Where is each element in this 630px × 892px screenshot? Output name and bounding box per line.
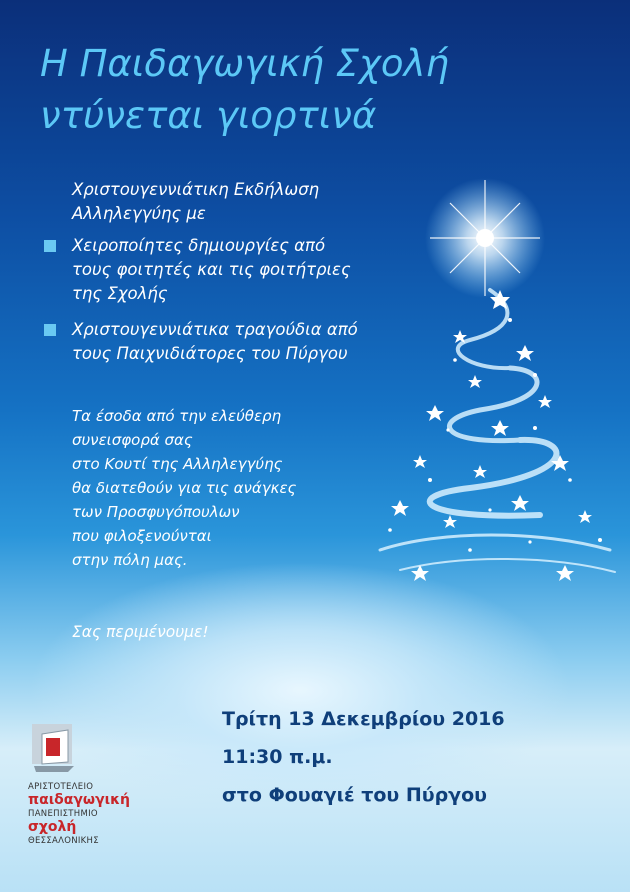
logo-line-4: σχολή [28, 819, 77, 835]
intro-line-2: Αλληλεγγύης με [72, 204, 206, 223]
bullet-2-line-1: Χριστουγεννιάτικα τραγούδια από [72, 320, 358, 339]
bullet-1-line-3: της Σχολής [72, 284, 168, 303]
bullet-2-line-2: τους Παιχνιδιάτορες του Πύργου [72, 344, 348, 363]
bullet-1-line-2: τους φοιτητές και τις φοιτήτριες [72, 260, 351, 279]
list-item-songs [44, 318, 424, 366]
activity-list [44, 234, 424, 378]
bullet-square-icon [44, 324, 56, 336]
event-time: 11:30 π.μ. [222, 746, 333, 768]
logo-line-5: ΘΕΣΣΑΛΟΝΙΚΗΣ [28, 836, 99, 846]
proceeds-paragraph [72, 404, 392, 572]
intro-line-1: Χριστουγεννιάτικη Εκδήλωση [72, 180, 320, 199]
bullet-1-line-1: Χειροποίητες δημιουργίες από [72, 236, 326, 255]
proceeds-line-1: Τα έσοδα από την ελεύθερη [72, 407, 282, 425]
poster-title [40, 38, 610, 142]
list-item-handmade [44, 234, 424, 306]
proceeds-line-6: που φιλοξενούνται [72, 527, 212, 545]
title-line-2: ντύνεται γιορτινά [40, 94, 377, 137]
event-place: στο Φουαγιέ του Πύργου [222, 784, 487, 806]
title-line-1: Η Παιδαγωγική Σχολή [40, 42, 449, 85]
bullet-square-icon [44, 240, 56, 252]
proceeds-line-4: θα διατεθούν για τις ανάγκες [72, 479, 297, 497]
event-details [222, 700, 612, 814]
event-date: Τρίτη 13 Δεκεμβρίου 2016 [222, 708, 505, 730]
logo-line-1: ΑΡΙΣΤΟΤΕΛΕΙΟ [28, 782, 94, 792]
proceeds-line-3: στο Κουτί της Αλληλεγγύης [72, 455, 283, 473]
logo-line-3: ΠΑΝΕΠΙΣΤΗΜΙΟ [28, 809, 98, 819]
proceeds-line-2: συνεισφορά σας [72, 431, 193, 449]
proceeds-line-7: στην πόλη μας. [72, 551, 188, 569]
school-logo-icon [28, 718, 92, 778]
school-logo [28, 718, 148, 846]
logo-line-2: παιδαγωγική [28, 792, 130, 808]
proceeds-line-5: των Προσφυγόπουλων [72, 503, 240, 521]
closing-text: Σας περιμένουμε! [72, 623, 209, 641]
event-intro [72, 178, 412, 226]
